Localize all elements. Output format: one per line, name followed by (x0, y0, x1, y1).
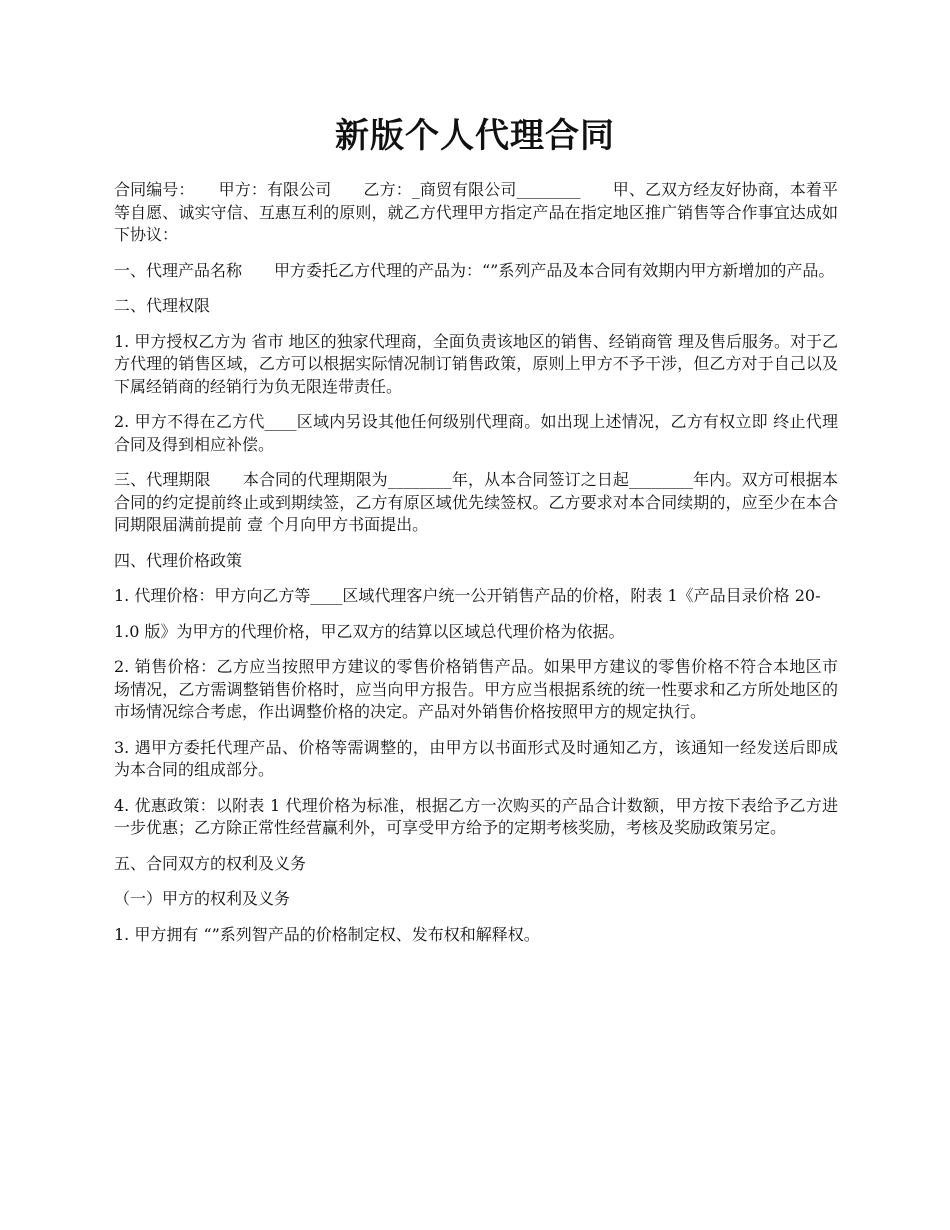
paragraph-2-2: 2. 甲方不得在乙方代____区域内另设其他任何级别代理商。如出现上述情况，乙方有权立即 终止代理合同及得到相应补偿。 (114, 412, 838, 454)
paragraph-intro: 合同编号： 甲方：有限公司 乙方：_商贸有限公司________ 甲、乙双方经友好协商，本着平等自愿、诚实守信、互惠互利的原则，就乙方代理甲方指定产品在指定地区推广销售等合作事宜达成如下协议： (114, 180, 838, 244)
paragraph-5-1-heading: （一）甲方的权利及义务 (114, 889, 291, 908)
paragraph-section-1-products: 一、代理产品名称 甲方委托乙方代理的产品为：“”系列产品及本合同有效期内甲方新增加的产品。 (114, 260, 835, 280)
paragraph-section-5-heading: 五、合同双方的权利及义务 (114, 853, 307, 873)
paragraph-4-3: 3. 遇甲方委托代理产品、价格等需调整的，由甲方以书面形式及时通知乙方，该通知一经发送后即成为本合同的组成部分。 (114, 737, 838, 779)
document-title: 新版个人代理合同 (335, 116, 615, 156)
paragraph-2-1: 1. 甲方授权乙方为 省市 地区的独家代理商，全面负责该地区的销售、经销商管 理及售后服务。对于乙方代理的销售区域，乙方可以根据实际情况制订销售政策，原则上甲方不予干涉，但乙方对于自己以及下属经销商的经销行为负无限连带责任。 (114, 331, 838, 396)
paragraph-section-3-term: 三、代理期限 本合同的代理期限为________年，从本合同签订之日起________年内。双方可根据本合同的约定提前终止或到期续签，乙方有原区域优先续签权。乙方要求对本合同续期的，应至少在本合同期限届满前提前 壹 个月向甲方书面提出。 (114, 470, 838, 534)
paragraph-5-1-1: 1. 甲方拥有 “”系列智产品的价格制定权、发布权和解释权。 (114, 924, 540, 944)
paragraph-4-1-continued: 1.0 版》为甲方的代理价格，甲乙双方的结算以区域总代理价格为依据。 (114, 621, 625, 641)
paragraph-4-2: 2. 销售价格：乙方应当按照甲方建议的零售价格销售产品。如果甲方建议的零售价格不符合本地区市场情况，乙方需调整销售价格时，应当向甲方报告。甲方应当根据系统的统一性要求和乙方所处地区的市场情况综合考虑，作出调整价格的决定。产品对外销售价格按照甲方的规定执行。 (114, 657, 838, 721)
paragraph-section-4-heading: 四、代理价格政策 (114, 550, 243, 570)
paragraph-section-2-heading: 二、代理权限 (114, 296, 211, 315)
paragraph-4-4: 4. 优惠政策：以附表 1 代理价格为标准，根据乙方一次购买的产品合计数额，甲方按下表给予乙方进一步优惠；乙方除正常性经营赢利外，可享受甲方给予的定期考核奖励，考核及奖励政策另定。 (114, 795, 838, 837)
document-body (114, 179, 838, 959)
paragraph-4-1: 1. 代理价格：甲方向乙方等____区域代理客户统一公开销售产品的价格，附表 1《产品目录价格 20- (114, 586, 821, 605)
